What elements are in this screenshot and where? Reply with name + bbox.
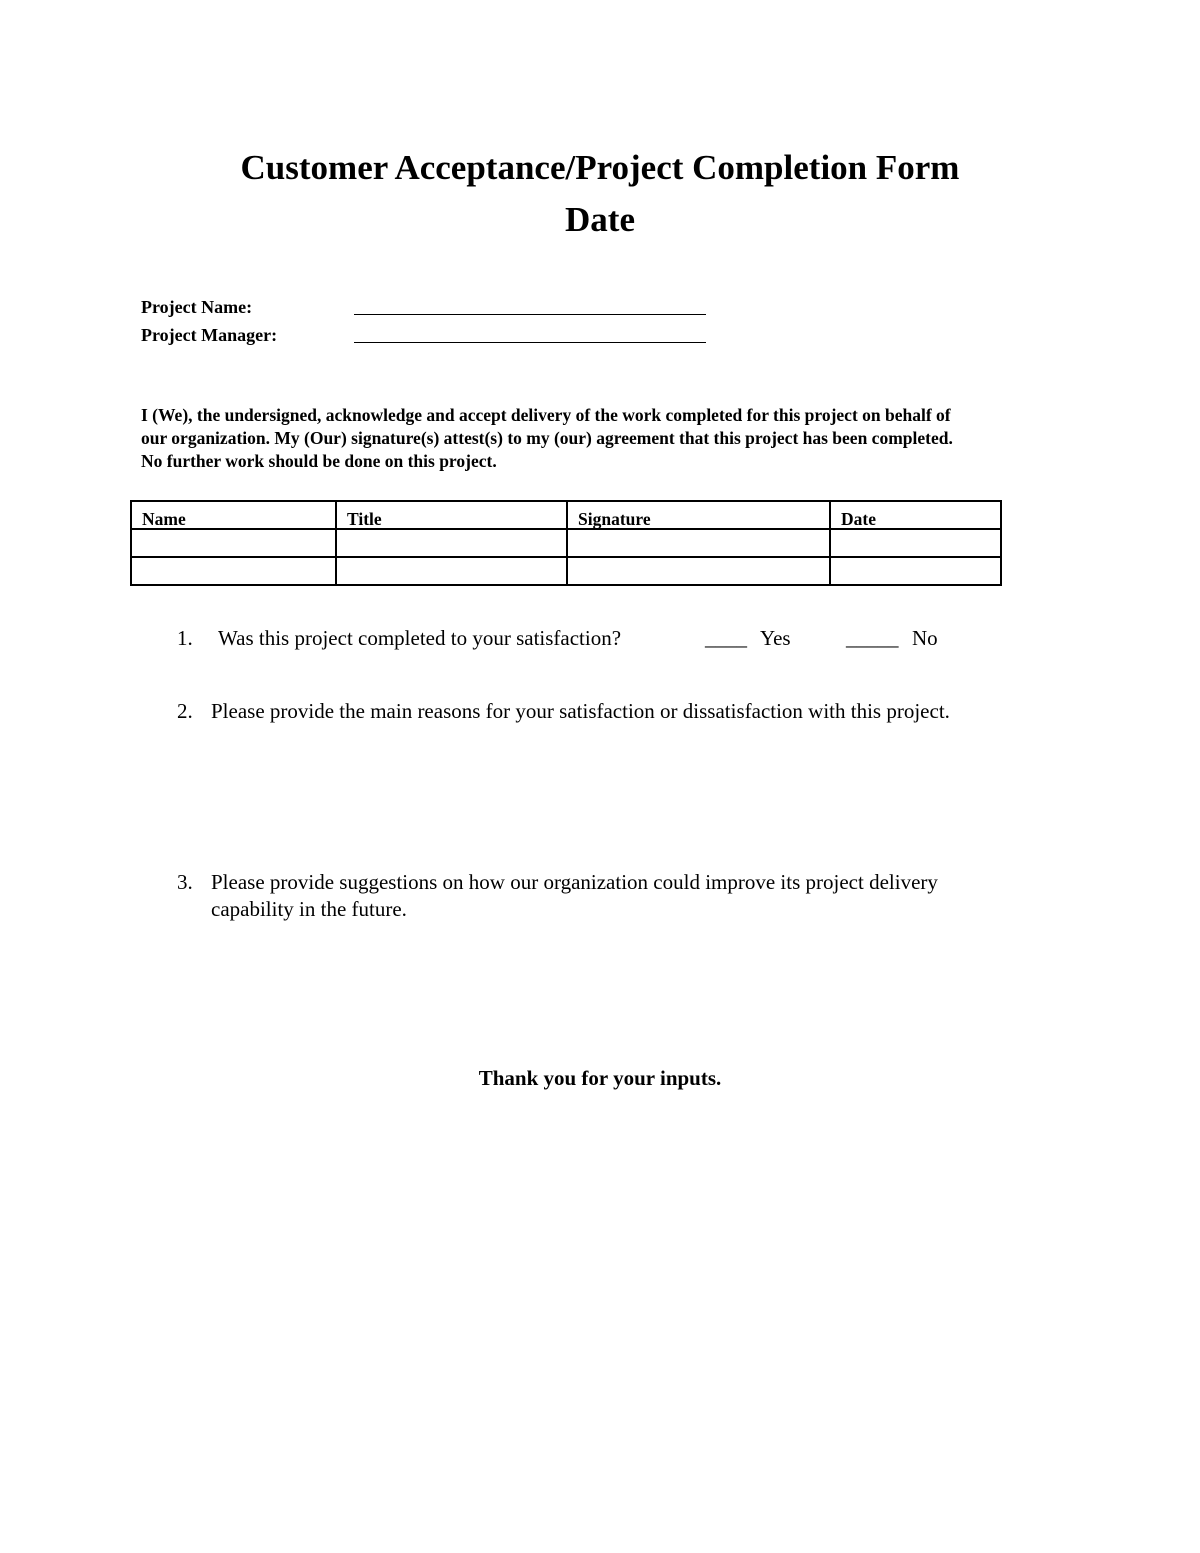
question-2-text: Please provide the main reasons for your satisfaction or dissatisfaction with this project. [211,699,950,723]
acknowledgement-line: our organization. My (Our) signature(s) attest(s) to my (our) agreement that this project has been completed. [141,428,953,448]
question-1-number: 1. [177,626,193,650]
yes-label: Yes [760,626,791,650]
question-3-line: capability in the future. [211,897,407,921]
title-cell[interactable] [336,557,567,585]
question-1-text: Was this project completed to your satisfaction? [218,626,622,650]
date-cell[interactable] [830,529,1001,557]
table-row [131,529,1001,557]
thank-you-note: Thank you for your inputs. [478,1066,722,1090]
project-name-field[interactable] [354,314,706,315]
form-date-heading: Date [565,200,635,239]
question-3-text [211,869,938,923]
signature-cell[interactable] [567,557,830,585]
column-header-signature: Signature [567,501,830,529]
table-header-row [131,501,1001,529]
no-label: No [912,626,938,650]
signature-cell[interactable] [567,529,830,557]
name-cell[interactable] [131,529,336,557]
acknowledgement-statement [141,404,1071,473]
column-header-date: Date [830,501,1001,529]
no-answer-blank[interactable]: _____ [846,626,899,650]
signature-table [130,500,1002,586]
question-3-line: Please provide suggestions on how our organization could improve its project delivery [211,870,938,894]
acknowledgement-line: I (We), the undersigned, acknowledge and accept delivery of the work completed for this project on behalf of [141,405,951,425]
yes-answer-blank[interactable]: ____ [705,626,747,650]
form-title: Customer Acceptance/Project Completion Form [240,148,960,187]
project-manager-label: Project Manager: [141,325,278,345]
column-header-title: Title [336,501,567,529]
question-2-number: 2. [177,699,193,723]
column-header-name: Name [131,501,336,529]
question-3-number: 3. [177,870,193,894]
project-manager-field[interactable] [354,342,706,343]
name-cell[interactable] [131,557,336,585]
date-cell[interactable] [830,557,1001,585]
acknowledgement-line: No further work should be done on this project. [141,451,497,471]
title-cell[interactable] [336,529,567,557]
table-row [131,557,1001,585]
project-name-label: Project Name: [141,297,253,317]
